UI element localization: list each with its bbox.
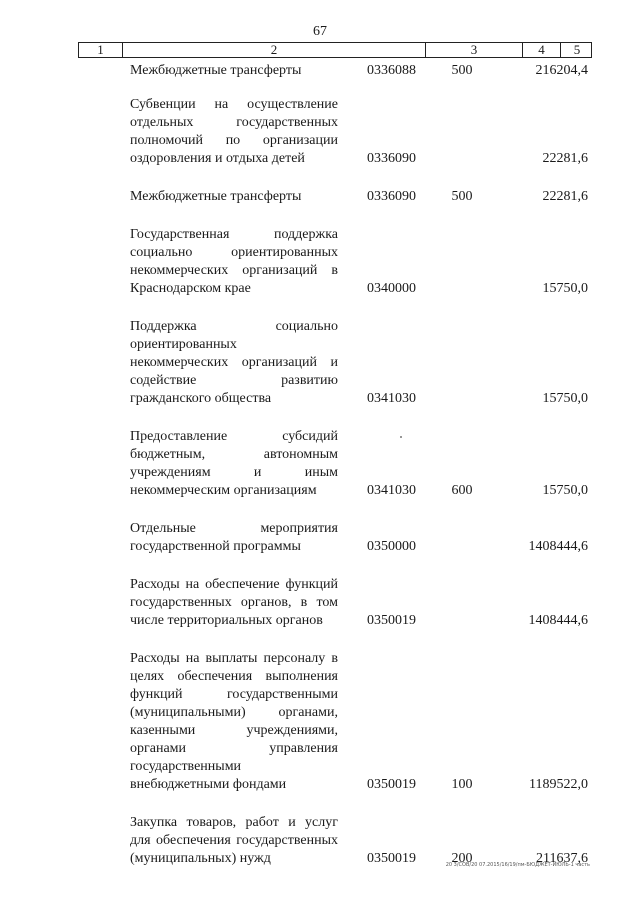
- table-row: [0, 520, 640, 556]
- row-code: 0350019: [367, 851, 416, 866]
- row-amount: 1189522,0: [529, 777, 588, 792]
- header-col-5: 5: [573, 42, 581, 57]
- table-row: [0, 650, 640, 794]
- row-amount: 22281,6: [542, 189, 588, 204]
- row-code: 0341030: [367, 483, 416, 498]
- row-amount: 216204,4: [535, 63, 588, 78]
- row-description: Поддержка социально ориентированных некоммерческих организаций и содействие развитию гражданского общества: [130, 319, 338, 406]
- budget-table-body: [0, 62, 640, 888]
- table-row: [0, 96, 640, 168]
- row-description: Межбюджетные трансферты: [130, 63, 302, 78]
- row-code: 0340000: [367, 281, 416, 296]
- row-code: 0350000: [367, 539, 416, 554]
- row-amount: 15750,0: [542, 483, 588, 498]
- row-expense-type: 500: [451, 63, 473, 78]
- row-description: Межбюджетные трансферты: [130, 189, 302, 204]
- row-code: 0336088: [367, 63, 416, 78]
- table-row: [0, 428, 640, 500]
- page-number: 67: [313, 24, 327, 39]
- row-description: Государственная поддержка социально ориентированных некоммерческих организаций в Краснодарском крае: [130, 227, 338, 296]
- table-header: [78, 42, 592, 58]
- scan-speck: [400, 436, 402, 438]
- row-description: Расходы на выплаты персоналу в целях обеспечения выполнения функций государственными (муниципальными) органами, казенными учреждениями, органами управления государственными внебюджетными фондами: [130, 651, 338, 792]
- row-expense-type: 500: [451, 189, 473, 204]
- row-code: 0336090: [367, 189, 416, 204]
- document-footer: 20 3/СОВ/20 07.2015/16/19/пм-БЮДЖЕТ-ИЮЛЬ-1 часть: [445, 862, 590, 868]
- row-amount: 211637,6: [536, 851, 588, 866]
- table-row: [0, 318, 640, 408]
- table-row: [0, 62, 640, 80]
- row-amount: 22281,6: [542, 151, 588, 166]
- row-description: Предоставление субсидий бюджетным, автономным учреждениям и иным некоммерческим организациям: [130, 429, 338, 498]
- row-expense-type: 200: [451, 851, 473, 866]
- row-description: Субвенции на осуществление отдельных государственных полномочий по организации оздоровления и отдыха детей: [130, 97, 338, 166]
- row-description: Закупка товаров, работ и услуг для обеспечения государственных (муниципальных) нужд: [130, 815, 338, 866]
- header-col-1: 1: [79, 43, 123, 57]
- header-col-3: 3: [426, 43, 523, 57]
- table-row: [0, 226, 640, 298]
- table-row: [0, 576, 640, 630]
- row-amount: 1408444,6: [528, 613, 588, 628]
- row-code: 0350019: [367, 613, 416, 628]
- row-code: 0341030: [367, 391, 416, 406]
- table-row: [0, 188, 640, 206]
- table-row: [0, 814, 640, 868]
- row-amount: 15750,0: [542, 391, 588, 406]
- row-expense-type: 600: [451, 483, 473, 498]
- row-code: 0350019: [367, 777, 416, 792]
- row-amount: 15750,0: [542, 281, 588, 296]
- row-amount: 1408444,6: [528, 539, 588, 554]
- row-description: Отдельные мероприятия государственной программы: [130, 521, 338, 554]
- header-col-4: 4: [523, 43, 561, 57]
- row-expense-type: 100: [451, 777, 473, 792]
- row-code: 0336090: [367, 151, 416, 166]
- header-col-2: 2: [123, 43, 426, 57]
- row-description: Расходы на обеспечение функций государственных органов, в том числе территориальных органов: [130, 577, 338, 628]
